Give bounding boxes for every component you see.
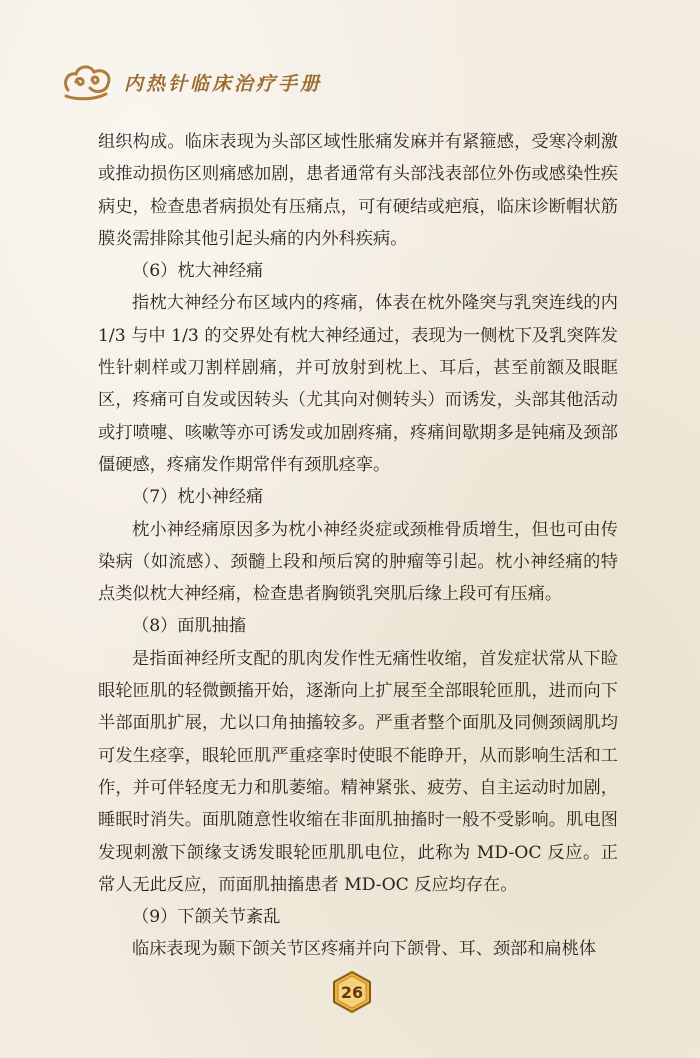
paragraph: 枕小神经痛原因多为枕小神经炎症或颈椎骨质增生，但也可由传染病（如流感）、颈髓上段和颅后窝的肿瘤等引起。枕小神经痛的特点类似枕大神经痛，检查患者胸锁乳突肌后缘上段可有压痛。: [98, 519, 618, 605]
paragraph: 临床表现为颞下颌关节区疼痛并向下颌骨、耳、颈部和扁桃体: [132, 939, 597, 960]
paragraph: 指枕大神经分布区域内的疼痛，体表在枕外隆突与乳突连线的内 1/3 与中 1/3 的交界处有枕大神经通过，表现为一侧枕下及乳突阵发性针刺样或刀割样剧痛，并可放射到枕上、耳后，甚至前额及眼眶区，疼痛可自发或因转头（尤其向对侧转头）而诱发，头部其他活动或打喷嚏、咳嗽等亦可诱发或加剧疼痛，疼痛间歇期多是钝痛及颈部僵硬感，疼痛发作期常伴有颈肌痉挛。: [98, 293, 618, 475]
page-number: 26: [340, 982, 364, 1002]
paragraph: 是指面神经所支配的肌肉发作性无痛性收缩，首发症状常从下睑眼轮匝肌的轻微颤搐开始，逐渐向上扩展至全部眼轮匝肌，进而向下半部面肌扩展，尤以口角抽搐较多。严重者整个面肌及同侧颈阔肌均可发生痉挛，眼轮匝肌严重痉挛时使眼不能睁开，从而影响生活和工作，并可伴轻度无力和肌萎缩。精神紧张、疲劳、自主运动时加剧，睡眠时消失。面肌随意性收缩在非面肌抽搐时一般不受影响。肌电图发现刺激下颌缘支诱发眼轮匝肌肌电位，此称为 MD-OC 反应。正常人无此反应，而面肌抽搐患者 MD-OC 反应均存在。: [98, 648, 618, 895]
section-heading: （8）面肌抽搐: [132, 616, 247, 637]
page-number-badge: [330, 970, 374, 1014]
section-heading: （9）下颌关节紊乱: [132, 907, 281, 928]
section-heading: （6）枕大神经痛: [132, 261, 264, 282]
paragraph: 组织构成。临床表现为头部区域性胀痛发麻并有紧箍感，受寒冷刺激或推动损伤区则痛感加剧，患者通常有头部浅表部位外伤或感染性疾病史，检查患者病损处有压痛点，可有硬结或疤痕，临床诊断帽状筋膜炎需排除其他引起头痛的内外科疾病。: [98, 132, 618, 249]
running-header: [60, 60, 322, 104]
book-title: 内热针临床治疗手册: [124, 72, 323, 95]
cloud-swirl-icon: [60, 60, 116, 104]
body-text: [98, 126, 618, 966]
section-heading: （7）枕小神经痛: [132, 487, 264, 508]
